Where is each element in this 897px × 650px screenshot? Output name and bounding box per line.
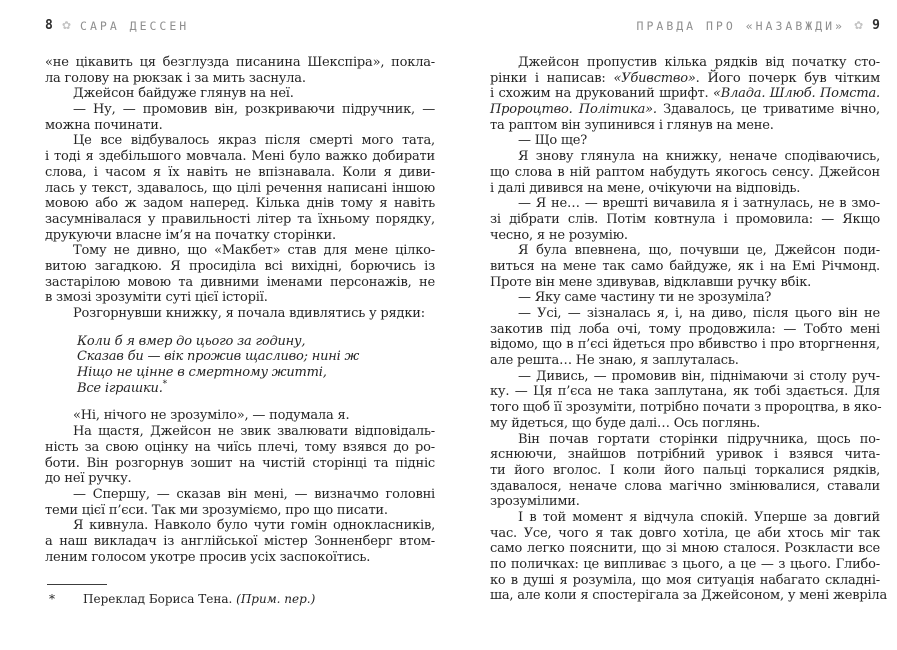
text-line	[490, 494, 880, 510]
page-number-right: 9	[872, 18, 880, 33]
text-line	[45, 534, 435, 550]
text-segment: мовою або ж задом наперед. Кілька днів тому я навіть	[45, 196, 435, 212]
text-line	[490, 118, 880, 134]
text-segment: «Ні, нічого не зрозуміло», — подумала я.	[73, 408, 350, 424]
text-segment: Джейсон байдуже глянув на неї.	[73, 86, 294, 102]
text-segment: але решта… Не знаю, я заплуталась.	[490, 353, 739, 369]
flower-ornament-icon: ✿	[853, 19, 864, 32]
text-segment: На щастя, Джейсон не звик звалювати відповідаль-	[73, 424, 435, 440]
text-line	[490, 463, 880, 479]
text-segment: Пророцтво. Політика».	[490, 102, 657, 118]
text-segment: чесно, я не розумію.	[490, 227, 628, 243]
text-line	[490, 55, 880, 71]
text-line	[45, 228, 435, 244]
text-line	[45, 471, 435, 487]
text-line	[490, 384, 880, 400]
text-line	[77, 365, 435, 381]
left-page-text	[45, 55, 435, 565]
text-line	[490, 275, 880, 291]
text-line	[490, 212, 880, 228]
text-line	[490, 306, 880, 322]
text-line	[490, 228, 880, 244]
text-segment: можна починати.	[45, 117, 163, 133]
text-segment: Все іграшки.	[77, 380, 163, 396]
text-line	[45, 196, 435, 212]
text-segment: — Ну, — промовив він, розкриваючи підручник, —	[73, 102, 435, 118]
text-line	[490, 337, 880, 353]
text-segment: Це все відбувалось якраз після смерті мого тата,	[73, 133, 435, 149]
text-line	[490, 196, 880, 212]
text-line	[490, 165, 880, 181]
text-segment: Тому не дивно, що «Макбет» став для мене цілко-	[73, 243, 435, 259]
text-line	[490, 322, 880, 338]
text-line	[45, 259, 435, 275]
text-segment: і тоді я здебільшого мовчала. Мені було важко добирати	[45, 149, 435, 165]
paragraph	[45, 102, 435, 133]
text-line	[490, 133, 880, 149]
text-line	[45, 440, 435, 456]
text-line	[490, 557, 880, 573]
text-segment: І в той момент я відчула спокій. Уперше за довгий	[518, 509, 880, 525]
text-segment: засумнівалася у правильності літер та їхньому порядку,	[45, 211, 435, 227]
text-line	[45, 55, 435, 71]
text-segment: ність за свою оцінку на чиїсь плечі, тому взявся до ро-	[45, 439, 435, 455]
text-line	[45, 118, 435, 134]
text-line	[45, 408, 435, 424]
text-line	[490, 479, 880, 495]
text-segment: леним голосом укотре просив усіх заспокоїтись.	[45, 549, 371, 565]
paragraph	[490, 306, 880, 369]
paragraph	[45, 86, 435, 102]
text-line	[45, 102, 435, 118]
paragraph	[45, 408, 435, 424]
text-segment: закотив під лоба очі, тому продовжила: — Тобто мені	[490, 321, 880, 337]
text-line	[77, 349, 435, 365]
text-segment: «Убивство»	[613, 70, 696, 86]
text-segment: Розгорнувши книжку, я почала вдивлятись у рядки:	[73, 306, 425, 321]
text-line	[45, 424, 435, 440]
page-left	[45, 0, 435, 650]
paragraph	[490, 369, 880, 432]
text-line	[490, 102, 880, 118]
text-line	[45, 456, 435, 472]
text-line	[490, 510, 880, 526]
text-segment: само легко пояснити, що зі мною сталося. Розкласти все	[490, 541, 880, 557]
text-segment: Коли б я вмер до цього за годину,	[77, 333, 306, 349]
text-segment: Я знову глянула на книжку, неначе сподіваючись,	[518, 149, 880, 165]
text-segment: рінки і написав:	[490, 70, 614, 86]
text-line	[490, 432, 880, 448]
text-segment: «Влада. Шлюб. Помста.	[713, 86, 880, 102]
text-segment: ша, але коли я спостерігала за Джейсоном, у мені жевріла	[490, 588, 888, 604]
text-segment: Я була впевнена, що, почувши це, Джейсон поди-	[518, 243, 880, 259]
paragraph	[45, 518, 435, 565]
text-line	[45, 518, 435, 534]
text-segment: Сказав би — вік прожив щасливо; нині ж	[77, 349, 360, 365]
text-segment: друкуючи власне ім’я на початку сторінки.	[45, 227, 336, 243]
paragraph	[45, 133, 435, 243]
text-segment: му йдеться, що буде далі… Ось поглянь.	[490, 415, 761, 431]
paragraph	[490, 509, 888, 604]
text-segment: по поличках: це випливає з цього, а це — з цього. Глибо-	[490, 557, 880, 572]
text-segment: ку. — Ця п’єса не така заплутана, як тобі здається. Для	[490, 384, 880, 400]
running-head-left	[45, 18, 435, 33]
text-line	[77, 381, 435, 397]
text-segment: боти. Він розгорнув зошит на чистій сторінці та підніс	[45, 455, 435, 471]
footnote-line	[45, 592, 435, 606]
text-segment: застарілою мовою та дивними іменами персонажів, не	[45, 274, 435, 290]
text-segment: Здавалось, це триватиме вічно,	[656, 102, 880, 118]
text-line	[77, 334, 435, 350]
text-segment: та раптом він зупинився і глянув на мене.	[490, 117, 774, 133]
text-line	[490, 353, 880, 369]
text-segment: Я кивнула. Навколо було чути гомін однокласників,	[73, 518, 435, 534]
text-segment: «не цікавить ця безглузда писанина Шекспіра», покла-	[45, 55, 435, 70]
text-line	[490, 149, 880, 165]
text-segment: лась у текст, здавалось, що цілі речення написані іншою	[45, 180, 435, 196]
text-segment: до неї ручку.	[45, 471, 132, 487]
text-segment: — Усі, — зізналась я, і, на диво, після цього він не	[518, 306, 880, 321]
text-segment: витою загадкою. Я просиділа всі вихідні, борючись із	[45, 258, 435, 274]
text-segment: . Його почерк був чітким	[695, 70, 881, 86]
paragraph	[45, 306, 435, 322]
flower-ornament-icon: ✿	[61, 19, 72, 32]
right-page-text	[490, 55, 888, 604]
text-line	[490, 86, 880, 102]
paragraph	[45, 487, 435, 518]
paragraph	[45, 243, 435, 306]
text-line	[45, 86, 435, 102]
text-segment: Проте він мене здивував, відклавши ручку вбік.	[490, 274, 812, 290]
paragraph	[45, 424, 435, 487]
text-line	[490, 243, 880, 259]
text-segment: Джейсон пропустив кілька рядків від початку сто-	[518, 55, 880, 70]
text-segment: — Що ще?	[518, 133, 588, 149]
text-segment: ко в душі я розуміла, що моя ситуація набагато складні-	[490, 572, 880, 588]
text-segment: — Дивись, — промовив він, піднімаючи зі столу руч-	[518, 368, 880, 384]
text-segment: а наш викладач із англійської містер Зонненберг втом-	[45, 533, 435, 549]
text-line	[490, 416, 880, 432]
text-line	[45, 503, 435, 519]
running-head-right	[490, 18, 880, 33]
text-segment: — Я не… — врешті вичавила я і затнулась, не в змо-	[518, 196, 880, 212]
text-line	[45, 212, 435, 228]
paragraph	[490, 149, 880, 196]
text-segment: — Спершу, — сказав він мені, — визначмо головні	[73, 486, 435, 502]
text-segment: зі дібрати слів. Потім ковтнула і промовила: — Якщо	[490, 211, 880, 227]
text-line	[45, 275, 435, 291]
paragraph	[490, 243, 880, 290]
text-line	[490, 290, 880, 306]
text-line	[45, 133, 435, 149]
text-line	[45, 306, 435, 322]
text-segment: і далі дивився на мене, очікуючи на відповідь.	[490, 180, 801, 196]
paragraph	[490, 290, 880, 306]
text-segment: і схожим на друкований шрифт.	[490, 86, 713, 102]
text-line	[45, 243, 435, 259]
text-line	[490, 526, 880, 542]
footnote	[45, 584, 435, 606]
text-line	[45, 181, 435, 197]
footnote-translator-note: (Прим. пер.)	[236, 592, 316, 606]
text-line	[45, 290, 435, 306]
text-line	[490, 369, 880, 385]
text-segment: Він почав гортати сторінки підручника, щось по-	[518, 431, 880, 447]
text-segment: ла голову на рюкзак і за мить заснула.	[45, 70, 306, 86]
running-title-author: САРА ДЕССЕН	[80, 18, 190, 33]
text-line	[490, 259, 880, 275]
text-line	[45, 550, 435, 566]
footnote-marker: *	[49, 592, 55, 606]
page-number-left: 8	[45, 18, 53, 33]
text-line	[490, 400, 880, 416]
text-line	[490, 573, 880, 589]
text-segment: ти його вголос. І коли його пальці торкалися рядків,	[490, 462, 880, 478]
poem-quote	[77, 334, 435, 397]
text-segment: того щоб її зрозуміти, потрібно почати з пророцтва, в яко-	[490, 400, 882, 416]
footnote-text: Переклад Бориса Тена.	[83, 592, 237, 606]
text-segment: відомо, що в п’єсі йдеться про вбивство і про вторгнення,	[490, 337, 880, 353]
footnote-rule	[47, 584, 107, 585]
text-segment: яснюючи, знайшов потрібний уривок і взявся чита-	[490, 447, 880, 463]
text-segment: теми цієї п’єси. Так ми зрозуміємо, про що писати.	[45, 502, 388, 518]
text-line	[490, 181, 880, 197]
text-segment: здавалося, неначе слова магічно змінювалися, ставали	[490, 478, 880, 494]
text-line	[45, 165, 435, 181]
text-segment: зрозумілими.	[490, 494, 580, 510]
paragraph	[45, 55, 435, 86]
text-segment: час. Усе, чого я так довго хотіла, це аби хтось міг так	[490, 525, 880, 541]
text-line	[45, 71, 435, 87]
text-segment: що слова в ній раптом набудуть якогось сенсу. Джейсон	[490, 164, 880, 180]
page-right	[490, 0, 888, 650]
text-line	[490, 71, 880, 87]
text-line	[490, 447, 880, 463]
text-segment: виться на мене так само байдуже, як і на Емі Річмонд.	[490, 258, 880, 274]
paragraph	[490, 55, 880, 133]
text-segment: слова, і часом я їх навіть не впізнавала. Коли я диви-	[45, 164, 435, 180]
running-title-book: ПРАВДА ПРО «НАЗАВЖДИ»	[636, 18, 845, 33]
text-segment: Ніщо не цінне в смертному житті,	[77, 365, 327, 381]
text-line	[45, 487, 435, 503]
paragraph	[490, 432, 880, 510]
text-line	[490, 588, 888, 604]
footnote-reference-star: *	[162, 379, 167, 390]
text-line	[490, 541, 880, 557]
text-segment: — Яку саме частину ти не зрозуміла?	[518, 290, 772, 306]
paragraph	[490, 196, 880, 243]
text-line	[45, 149, 435, 165]
text-segment: в змозі зрозуміти суті цієї історії.	[45, 290, 268, 306]
paragraph	[490, 133, 880, 149]
